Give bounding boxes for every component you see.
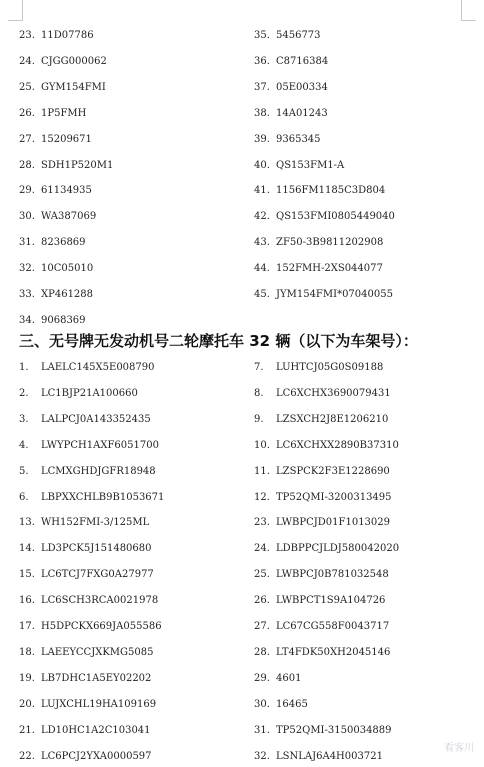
item-value: LD10HC1A2C103041 bbox=[41, 724, 151, 736]
list-row bbox=[0, 384, 484, 404]
item-number: 12. bbox=[254, 491, 270, 503]
item-number: 20. bbox=[19, 698, 35, 710]
item-number: 10. bbox=[254, 439, 270, 451]
list-item bbox=[19, 539, 152, 559]
item-value: 14A01243 bbox=[276, 107, 328, 119]
list-item bbox=[254, 643, 390, 663]
list-item bbox=[19, 78, 106, 98]
item-value: LDBPPCJLDJ580042020 bbox=[276, 543, 400, 555]
item-value: 1156FM1185C3D804 bbox=[276, 185, 386, 197]
list-row bbox=[0, 513, 484, 533]
section-heading: 三、无号牌无发动机号二轮摩托车 32 辆（以下为车架号）： bbox=[19, 332, 418, 350]
list-item bbox=[19, 311, 86, 331]
item-number: 40. bbox=[254, 159, 270, 171]
item-value: 11D07786 bbox=[41, 30, 94, 41]
list-row bbox=[0, 311, 484, 331]
item-number: 3. bbox=[19, 413, 29, 425]
list-row bbox=[0, 207, 484, 227]
item-value: 10C05010 bbox=[41, 263, 94, 275]
list-item bbox=[254, 130, 321, 150]
list-item bbox=[254, 565, 389, 585]
item-number: 42. bbox=[254, 211, 270, 223]
list-row bbox=[0, 181, 484, 201]
item-value: 9068369 bbox=[41, 314, 86, 326]
item-number: 29. bbox=[19, 185, 35, 197]
list-row bbox=[0, 285, 484, 305]
item-number: 28. bbox=[19, 159, 35, 171]
list-row bbox=[0, 104, 484, 124]
item-number: 25. bbox=[19, 81, 35, 93]
item-value: CJGG000062 bbox=[41, 55, 107, 67]
item-number: 28. bbox=[254, 646, 270, 658]
item-number: 2. bbox=[19, 387, 29, 399]
page-corner-mark-right bbox=[461, 0, 476, 21]
item-value: LC6SCH3RCA0021978 bbox=[41, 595, 159, 607]
list-row bbox=[0, 669, 484, 689]
list-item bbox=[19, 436, 159, 456]
list-item bbox=[254, 52, 328, 72]
item-value: LWBPCT1S9A104726 bbox=[276, 595, 386, 607]
list-item bbox=[19, 747, 152, 767]
list-row bbox=[0, 78, 484, 98]
list-item bbox=[254, 488, 392, 508]
list-row bbox=[0, 488, 484, 508]
list-item bbox=[254, 181, 385, 201]
item-value: LC6XCHXX2890B37310 bbox=[276, 439, 399, 451]
item-value: SDH1P520M1 bbox=[41, 159, 114, 171]
item-value: LBPXXCHLB9B1053671 bbox=[41, 491, 165, 503]
item-number: 38. bbox=[254, 107, 270, 119]
item-value: LZSXCH2J8E1206210 bbox=[276, 413, 389, 425]
list-item bbox=[254, 695, 308, 715]
item-number: 22. bbox=[19, 750, 35, 762]
item-value: 9365345 bbox=[276, 133, 321, 145]
list-row bbox=[0, 462, 484, 482]
item-value: QS153FM1-A bbox=[276, 159, 345, 171]
item-number: 21. bbox=[19, 724, 35, 736]
item-value: H5DPCKX669JA055586 bbox=[41, 621, 162, 632]
item-value: WH152FMI-3/125ML bbox=[41, 517, 150, 529]
list-item bbox=[19, 462, 156, 482]
list-row bbox=[0, 233, 484, 253]
item-value: 8236869 bbox=[41, 237, 86, 249]
item-number: 31. bbox=[19, 237, 35, 249]
item-value: 4601 bbox=[276, 672, 302, 684]
item-value: 15209671 bbox=[41, 133, 92, 145]
item-value: LWBPCJD01F1013029 bbox=[276, 517, 391, 529]
item-number: 39. bbox=[254, 133, 270, 145]
item-number: 15. bbox=[19, 569, 35, 581]
list-item bbox=[254, 436, 399, 456]
item-value: QS153FMI0805449040 bbox=[276, 211, 395, 223]
list-item bbox=[19, 513, 149, 533]
list-row bbox=[0, 617, 484, 637]
item-number: 7. bbox=[254, 362, 264, 373]
item-value: TP52QMI-3150034889 bbox=[276, 724, 392, 736]
item-value: LAEEYCCJXKMG5085 bbox=[41, 646, 154, 658]
list-item bbox=[19, 643, 153, 663]
list-item bbox=[19, 384, 138, 404]
item-value: LUHTCJ05G0S09188 bbox=[276, 362, 384, 373]
list-row bbox=[0, 591, 484, 611]
item-number: 24. bbox=[19, 55, 35, 67]
item-number: 35. bbox=[254, 30, 270, 41]
list-row bbox=[0, 436, 484, 456]
list-item bbox=[19, 669, 151, 689]
item-number: 8. bbox=[254, 387, 264, 399]
list-row bbox=[0, 721, 484, 741]
item-number: 32. bbox=[254, 750, 270, 762]
item-number: 32. bbox=[19, 263, 35, 275]
list-row bbox=[0, 52, 484, 72]
list-item bbox=[19, 104, 86, 124]
item-value: LCMXGHDJGFR18948 bbox=[41, 465, 156, 477]
item-number: 23. bbox=[254, 517, 270, 529]
list-item bbox=[19, 617, 162, 637]
item-number: 23. bbox=[19, 30, 35, 41]
item-number: 33. bbox=[19, 289, 35, 300]
list-item bbox=[19, 565, 154, 585]
list-item bbox=[254, 78, 328, 98]
item-number: 25. bbox=[254, 569, 270, 581]
item-value: JYM154FMI*07040055 bbox=[276, 289, 393, 300]
list-item bbox=[254, 156, 344, 176]
list-row bbox=[0, 259, 484, 279]
list-item bbox=[19, 207, 96, 227]
item-number: 4. bbox=[19, 439, 29, 451]
item-value: LUJXCHL19HA109169 bbox=[41, 698, 157, 710]
item-number: 16. bbox=[19, 595, 35, 607]
list-item bbox=[19, 488, 164, 508]
item-value: LC67CG558F0043717 bbox=[276, 621, 390, 632]
list-row bbox=[0, 747, 484, 767]
list-item bbox=[254, 285, 393, 305]
list-row bbox=[0, 358, 484, 378]
list-row bbox=[0, 695, 484, 715]
list-item bbox=[254, 617, 389, 637]
item-value: LALPCJ0A143352435 bbox=[41, 413, 151, 425]
list-item bbox=[254, 410, 388, 430]
list-item bbox=[19, 285, 93, 305]
item-value: 16465 bbox=[276, 698, 308, 710]
list-item bbox=[254, 669, 301, 689]
item-value: LB7DHC1A5EY02202 bbox=[41, 672, 152, 684]
list-item bbox=[254, 747, 383, 767]
item-number: 13. bbox=[19, 517, 35, 529]
list-item bbox=[254, 462, 390, 482]
list-row bbox=[0, 643, 484, 663]
list-item bbox=[254, 259, 383, 279]
list-item bbox=[19, 358, 155, 378]
item-value: LT4FDK50XH2045146 bbox=[276, 646, 391, 658]
item-value: XP461288 bbox=[41, 289, 94, 300]
item-number: 24. bbox=[254, 543, 270, 555]
list-row bbox=[0, 565, 484, 585]
list-item bbox=[19, 695, 156, 715]
list-item bbox=[254, 591, 385, 611]
item-number: 18. bbox=[19, 646, 35, 658]
item-number: 45. bbox=[254, 289, 270, 300]
item-value: 1P5FMH bbox=[41, 107, 87, 119]
item-number: 26. bbox=[19, 107, 35, 119]
item-number: 34. bbox=[19, 314, 35, 326]
list-item bbox=[254, 311, 276, 331]
list-item bbox=[254, 207, 395, 227]
item-value: LWBPCJ0B781032548 bbox=[276, 569, 389, 581]
list-row bbox=[0, 410, 484, 430]
item-value: LD3PCK5J151480680 bbox=[41, 543, 152, 555]
item-number: 5. bbox=[19, 465, 29, 477]
item-number: 6. bbox=[19, 491, 29, 503]
item-number: 30. bbox=[19, 211, 35, 223]
list-item bbox=[19, 52, 107, 72]
list-item bbox=[19, 410, 151, 430]
list-item bbox=[19, 233, 86, 253]
list-row bbox=[0, 539, 484, 559]
item-number: 30. bbox=[254, 698, 270, 710]
list-item bbox=[254, 513, 390, 533]
item-value: 61134935 bbox=[41, 185, 92, 197]
list-item bbox=[254, 721, 392, 741]
item-number: 26. bbox=[254, 595, 270, 607]
list-item bbox=[19, 721, 151, 741]
list-item bbox=[19, 591, 158, 611]
list-item bbox=[254, 26, 321, 46]
item-value: LC1BJP21A100660 bbox=[41, 387, 138, 399]
item-number: 37. bbox=[254, 81, 270, 93]
item-number: 43. bbox=[254, 237, 270, 249]
item-value: 152FMH-2XS044077 bbox=[276, 263, 383, 275]
list-item bbox=[254, 104, 328, 124]
item-value: LSNLAJ6A4H003721 bbox=[276, 750, 383, 762]
item-value: 05E00334 bbox=[276, 81, 328, 93]
item-value: C8716384 bbox=[276, 55, 329, 67]
list-item bbox=[254, 358, 383, 378]
item-value: TP52QMI-3200313495 bbox=[276, 491, 392, 503]
list-row bbox=[0, 130, 484, 150]
item-number: 1. bbox=[19, 362, 29, 373]
item-number: 14. bbox=[19, 543, 35, 555]
item-number: 44. bbox=[254, 263, 270, 275]
list-item bbox=[254, 384, 391, 404]
item-number: 36. bbox=[254, 55, 270, 67]
item-number: 19. bbox=[19, 672, 35, 684]
watermark: 看客川 bbox=[444, 743, 474, 754]
item-value: LC6XCHX3690079431 bbox=[276, 387, 391, 399]
list-item bbox=[254, 539, 399, 559]
item-value: LAELC145X5E008790 bbox=[41, 362, 155, 373]
list-row bbox=[0, 156, 484, 176]
item-number: 31. bbox=[254, 724, 270, 736]
item-number: 41. bbox=[254, 185, 270, 197]
item-number: 27. bbox=[254, 621, 270, 632]
item-number: 9. bbox=[254, 413, 264, 425]
item-number: 29. bbox=[254, 672, 270, 684]
list-item bbox=[254, 233, 383, 253]
item-number: 17. bbox=[19, 621, 35, 632]
list-row bbox=[0, 26, 484, 46]
item-number: 27. bbox=[19, 133, 35, 145]
item-number: 11. bbox=[254, 465, 270, 477]
page-corner-mark-left bbox=[8, 0, 23, 21]
item-value: LC6TCJ7FXG0A27977 bbox=[41, 569, 154, 581]
item-value: LC6PCJ2YXA0000597 bbox=[41, 750, 152, 762]
list-item bbox=[19, 259, 93, 279]
item-value: ZF50-3B9811202908 bbox=[276, 237, 384, 249]
list-item bbox=[19, 181, 92, 201]
item-value: LZSPCK2F3E1228690 bbox=[276, 465, 390, 477]
item-value: GYM154FMI bbox=[41, 81, 106, 93]
list-item bbox=[19, 156, 113, 176]
item-value: WA387069 bbox=[41, 211, 97, 223]
list-item bbox=[19, 26, 94, 46]
list-item bbox=[19, 130, 92, 150]
item-value: LWYPCH1AXF6051700 bbox=[41, 439, 159, 451]
item-value: 5456773 bbox=[276, 30, 321, 41]
